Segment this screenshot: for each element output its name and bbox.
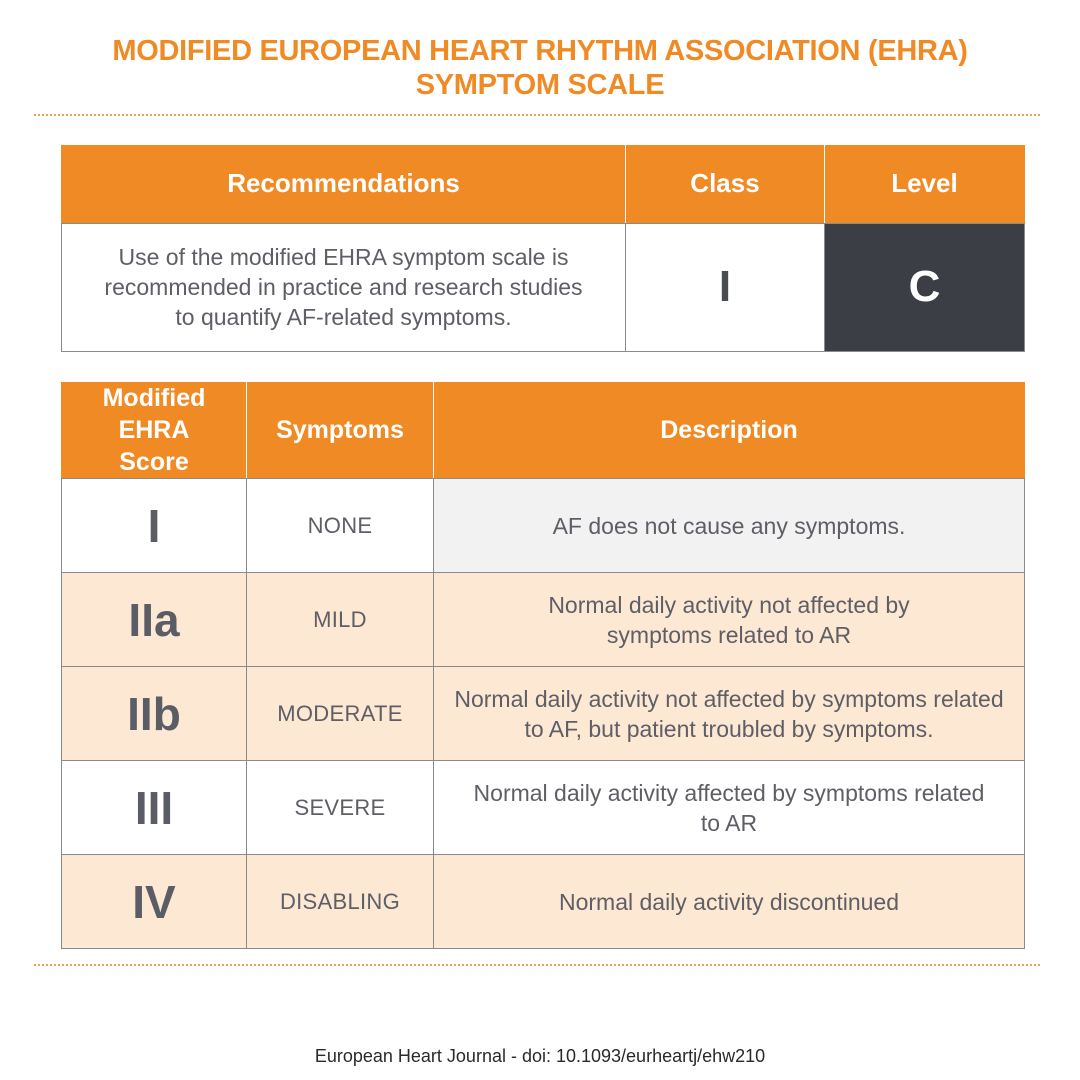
table-row (62, 573, 1025, 667)
footer-citation: European Heart Journal - doi: 10.1093/eurheartj/ehw210 (314, 1046, 766, 1066)
page-title (0, 34, 1080, 102)
symptoms-cell: DISABLING (247, 855, 434, 949)
score-cell: I (62, 479, 247, 573)
header-recommendations: Recommendations (62, 145, 626, 223)
table-row (62, 855, 1025, 949)
score-cell: IV (62, 855, 247, 949)
description-cell: AF does not cause any symptoms. (434, 479, 1025, 573)
recommendation-header-row (62, 145, 1025, 223)
description-cell: Normal daily activity affected by symptoms related to AR (434, 761, 1025, 855)
table-row (62, 667, 1025, 761)
recommendation-row (62, 223, 1025, 351)
description-cell: Normal daily activity discontinued (434, 855, 1025, 949)
header-level: Level (825, 145, 1025, 223)
table-row (62, 479, 1025, 573)
title-line-2: SYMPTOM SCALE (415, 69, 665, 101)
recommendation-level: C (825, 223, 1025, 351)
description-cell: Normal daily activity not affected by symptoms related to AF, but patient troubled by symptoms. (434, 667, 1025, 761)
table-row (62, 761, 1025, 855)
score-cell: III (62, 761, 247, 855)
symptoms-cell: MODERATE (247, 667, 434, 761)
description-cell: Normal daily activity not affected by symptoms related to AR (434, 573, 1025, 667)
header-symptoms: Symptoms (247, 382, 434, 479)
header-description: Description (434, 382, 1025, 479)
header-class: Class (626, 145, 825, 223)
recommendation-class: I (626, 223, 825, 351)
score-cell: IIb (62, 667, 247, 761)
bottom-divider (34, 964, 1040, 966)
score-cell: IIa (62, 573, 247, 667)
title-line-1: MODIFIED EUROPEAN HEART RHYTHM ASSOCIATION (EHRA) (112, 35, 968, 67)
recommendation-text: Use of the modified EHRA symptom scale is recommended in practice and research studies to quantify AF-related symptoms. (62, 223, 626, 351)
score-header-row (62, 382, 1025, 479)
recommendation-table (61, 145, 1025, 352)
symptoms-cell: SEVERE (247, 761, 434, 855)
symptoms-cell: NONE (247, 479, 434, 573)
symptoms-cell: MILD (247, 573, 434, 667)
top-divider (34, 114, 1040, 116)
header-score: Modified EHRA Score (62, 382, 247, 479)
ehra-score-table (61, 382, 1025, 949)
